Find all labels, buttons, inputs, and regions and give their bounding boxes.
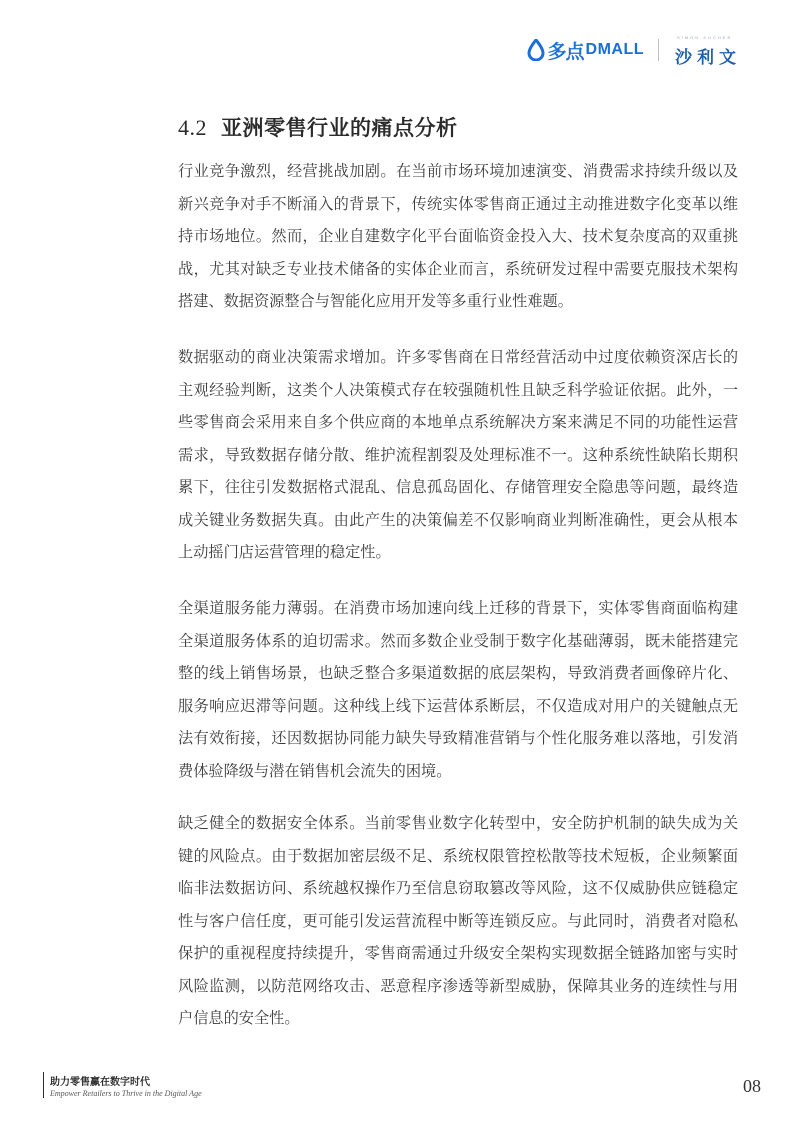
header-divider — [658, 39, 659, 61]
section-number: 4.2 — [178, 115, 207, 140]
paragraph-omnichannel: 全渠道服务能力薄弱。在消费市场加速向线上迁移的背景下，实体零售商面临构建全渠道服务体系的迫切需求。然而多数企业受制于数字化基础薄弱，既未能搭建完整的线上销售场景，也缺乏整合多渠道数据的底层架构，导致消费者画像碎片化、服务响应迟滞等问题。这种线上线下运营体系断层，不仅造成对用户的关键触点无法有效衔接，还因数据协同能力缺失导致精准营销与个性化服务难以落地，引发消费体验降级与潜在销售机会流失的困境。 — [178, 599, 738, 780]
footer-title-en: Empower Retailers to Thrive in the Digital Age — [50, 1089, 202, 1098]
dmall-drop-icon — [527, 39, 545, 61]
paragraph-data-security: 缺乏健全的数据安全体系。当前零售业数字化转型中，安全防护机制的缺失成为关键的风险点。由于数据加密层级不足、系统权限管控松散等技术短板，企业频繁面临非法数据访问、系统越权操作乃至信息窃取篡改等风险，这不仅威胁供应链稳定性与客户信任度，更可能引发运营流程中断等连锁反应。与此同时，消费者对隐私保护的重视程度持续提升，零售商需通过升级安全架构实现数据全链路加密与实时风险监测，以防范网络攻击、恶意程序渗透等新型威胁，保障其业务的连续性与用户信息的安全性。 — [178, 814, 738, 1027]
section-title — [178, 112, 458, 142]
partner-logo — [673, 35, 751, 68]
dmall-logo-en: DMALL — [585, 41, 644, 58]
partner-logo-tagline: SIMON-KUCHER — [677, 35, 733, 40]
dmall-logo-cn: 多点 — [547, 40, 584, 63]
footer-title-cn: 助力零售赢在数字时代 — [50, 1077, 150, 1088]
paragraph-competition: 行业竞争激烈，经营挑战加剧。在当前市场环境加速演变、消费需求持续升级以及新兴竞争对手不断涌入的背景下，传统实体零售商正通过主动推进数字化变革以维持市场地位。然而，企业自建数字化平台面临资金投入大、技术复杂度高的双重挑战，尤其对缺乏专业技术储备的实体企业而言，系统研发过程中需要克服技术架构搭建、数据资源整合与智能化应用开发等多重行业性难题。 — [178, 162, 738, 310]
page-header — [527, 34, 752, 66]
partner-logo-cn: 沙利文 — [675, 48, 741, 68]
section-title-text: 亚洲零售行业的痛点分析 — [221, 116, 458, 140]
dmall-logo — [527, 37, 645, 64]
paragraph-data-driven: 数据驱动的商业决策需求增加。许多零售商在日常经营活动中过度依赖资深店长的主观经验判断，这类个人决策模式存在较强随机性且缺乏科学验证依据。此外，一些零售商会采用来自多个供应商的本地单点系统解决方案来满足不同的功能性运营需求，导致数据存储分散、维护流程割裂及处理标准不一。这种系统性缺陷长期积累下，往往引发数据格式混乱、信息孤岛固化、存储管理安全隐患等问题，最终造成关键业务数据失真。由此产生的决策偏差不仅影响商业判断准确性，更会从根本上动摇门店运营管理的稳定性。 — [178, 348, 738, 561]
footer-rule — [43, 1072, 44, 1098]
page-number: 08 — [743, 1076, 761, 1096]
